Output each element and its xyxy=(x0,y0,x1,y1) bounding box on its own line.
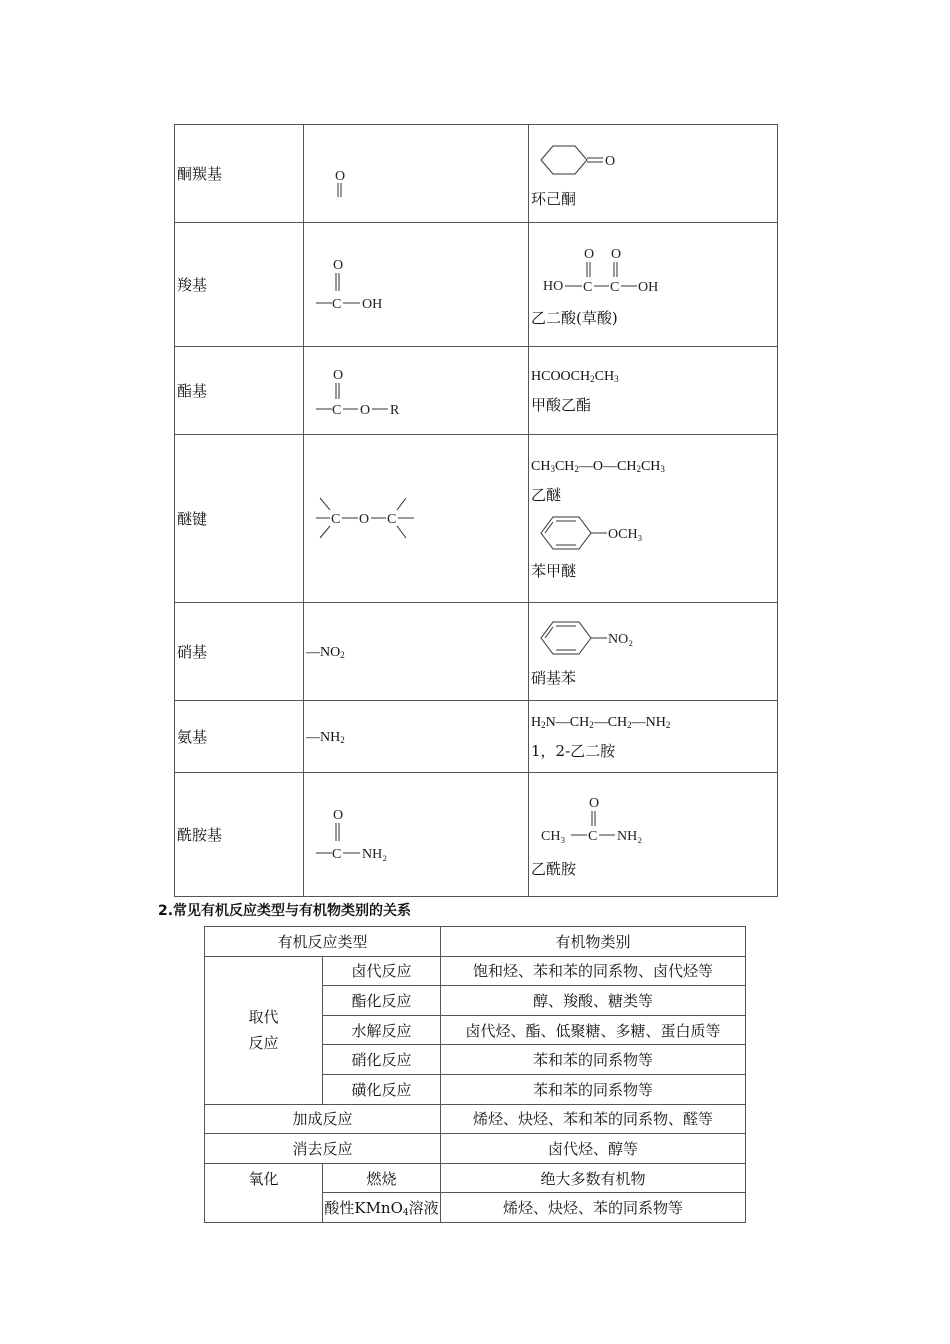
group-name: 酯基 xyxy=(175,347,304,435)
col-header-classes: 有机物类别 xyxy=(441,927,746,957)
nitrobenzene-structure xyxy=(531,616,661,660)
atom-c: C xyxy=(610,279,620,295)
atom-o: O xyxy=(359,511,370,527)
reaction-type: 酯化反应 xyxy=(323,986,441,1016)
organic-classes: 饱和烃、苯和苯的同系物、卤代烃等 xyxy=(441,956,746,986)
reaction-type: 加成反应 xyxy=(205,1104,441,1134)
organic-classes: 烯烃、炔烃、苯和苯的同系物、醛等 xyxy=(441,1104,746,1134)
atom-o: O xyxy=(333,257,344,273)
acetamide-structure xyxy=(531,791,681,845)
structure-amide xyxy=(304,773,529,897)
group-och3: OCH₃ xyxy=(608,526,643,542)
reaction-type: 燃烧 xyxy=(323,1163,441,1193)
table-row xyxy=(175,125,778,223)
organic-classes: 苯和苯的同系物等 xyxy=(441,1074,746,1104)
structure-text: $—NH_2$ xyxy=(306,730,345,745)
atom-c: C xyxy=(583,279,593,295)
substitution-label: 取代反应 xyxy=(205,956,323,1104)
table-row xyxy=(205,1104,746,1134)
atom-oh: OH xyxy=(362,296,383,312)
atom-c: C xyxy=(332,296,342,312)
example-name: 1，2-乙二胺 xyxy=(531,741,616,760)
organic-classes: 烯烃、炔烃、苯的同系物等 xyxy=(441,1193,746,1223)
group-name: 氨基 xyxy=(175,701,304,773)
group-name: 酰胺基 xyxy=(175,773,304,897)
example-name: 甲酸乙酯 xyxy=(531,395,592,414)
atom-c: C xyxy=(332,402,342,418)
atom-r: R xyxy=(390,402,400,418)
organic-classes: 卤代烃、醇等 xyxy=(441,1134,746,1164)
group-name: 硝基 xyxy=(175,603,304,701)
reaction-type: 硝化反应 xyxy=(323,1045,441,1075)
example-name: 苯甲醚 xyxy=(531,561,577,580)
atom-o: O xyxy=(611,246,622,262)
functional-groups-table xyxy=(174,124,778,897)
structure-amino xyxy=(304,701,529,773)
reaction-type: 卤代反应 xyxy=(323,956,441,986)
reaction-type: 酸性KMnO$_4$溶液 xyxy=(323,1193,441,1223)
anisole-structure xyxy=(531,511,661,555)
group-name: 醚键 xyxy=(175,435,304,603)
organic-classes: 苯和苯的同系物等 xyxy=(441,1045,746,1075)
example-name: 硝基苯 xyxy=(531,668,577,687)
table-row xyxy=(175,701,778,773)
table-row xyxy=(175,435,778,603)
ester-structure xyxy=(306,363,416,419)
structure-ketone xyxy=(304,125,529,223)
example-cell xyxy=(529,773,778,897)
amide-structure xyxy=(306,805,416,865)
example-cell xyxy=(529,125,778,223)
group-name: 羧基 xyxy=(175,223,304,347)
example-name: 乙酰胺 xyxy=(531,859,577,878)
atom-c: C xyxy=(332,846,342,862)
group-ch3: CH₃ xyxy=(541,828,566,844)
example-cell xyxy=(529,701,778,773)
group-no2: NO₂ xyxy=(608,631,634,647)
oxalic-acid-structure xyxy=(531,242,691,296)
group-nh2: NH₂ xyxy=(362,846,388,862)
organic-classes: 卤代烃、酯、低聚糖、多糖、蛋白质等 xyxy=(441,1015,746,1045)
table-row xyxy=(205,1163,746,1193)
example-formula: $H_2N—CH_2—CH_2—NH_2$ xyxy=(531,714,671,730)
table-row xyxy=(175,773,778,897)
structure-ester xyxy=(304,347,529,435)
table-row xyxy=(175,223,778,347)
example-name: 乙二酸(草酸) xyxy=(531,308,618,327)
atom-c: C xyxy=(387,511,397,527)
cyclohexanone-structure xyxy=(531,138,651,183)
ether-structure xyxy=(306,494,426,544)
table-row xyxy=(175,603,778,701)
structure-carboxyl xyxy=(304,223,529,347)
example-cell xyxy=(529,347,778,435)
table-row xyxy=(205,1134,746,1164)
oxidation-label: 氧化 xyxy=(205,1163,323,1222)
col-header-type: 有机反应类型 xyxy=(205,927,441,957)
example-cell xyxy=(529,223,778,347)
carboxyl-structure xyxy=(306,255,416,315)
reaction-types-table xyxy=(204,926,746,1223)
atom-o: O xyxy=(333,367,344,383)
atom-o: O xyxy=(360,402,371,418)
atom-o: O xyxy=(333,807,344,823)
table-header-row xyxy=(205,927,746,957)
example-formula: $CH_3CH_2—O—CH_2CH_3$ xyxy=(531,458,665,474)
atom-ho: HO xyxy=(543,278,564,294)
atom-o: O xyxy=(335,168,346,184)
example-formula: $HCOOCH_2CH_3$ xyxy=(531,368,619,384)
organic-classes: 绝大多数有机物 xyxy=(441,1163,746,1193)
reaction-type: 水解反应 xyxy=(323,1015,441,1045)
reaction-type: 磺化反应 xyxy=(323,1074,441,1104)
atom-o: O xyxy=(584,246,595,262)
atom-oh: OH xyxy=(638,279,659,295)
example-name: 乙醚 xyxy=(531,485,562,504)
table-row xyxy=(205,956,746,986)
table-row xyxy=(175,347,778,435)
structure-text: $—NO_2$ xyxy=(306,645,345,660)
group-name: 酮羰基 xyxy=(175,125,304,223)
section-heading: 2.常见有机反应类型与有机物类别的关系 xyxy=(158,903,412,919)
reaction-type: 消去反应 xyxy=(205,1134,441,1164)
group-nh2: NH₂ xyxy=(617,828,643,844)
example-name: 环己酮 xyxy=(531,190,577,208)
example-cell xyxy=(529,603,778,701)
atom-c: C xyxy=(588,828,598,844)
structure-ether xyxy=(304,435,529,603)
ketone-carbonyl-structure xyxy=(306,149,366,199)
atom-c: C xyxy=(331,511,341,527)
example-cell xyxy=(529,435,778,603)
structure-nitro xyxy=(304,603,529,701)
atom-o: O xyxy=(589,795,600,811)
atom-o: O xyxy=(605,154,616,169)
organic-classes: 醇、羧酸、糖类等 xyxy=(441,986,746,1016)
